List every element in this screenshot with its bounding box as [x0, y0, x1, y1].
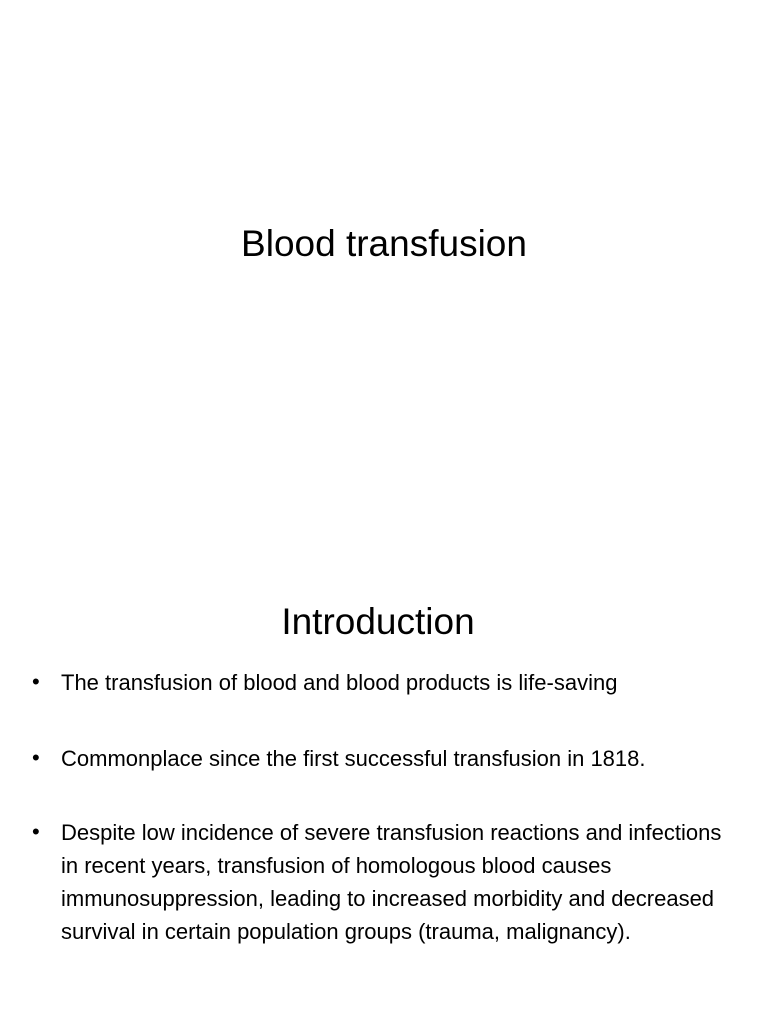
bullet-dot-icon: • [32, 819, 40, 844]
content-slide [0, 512, 768, 1024]
bullet-list [30, 666, 740, 991]
bullet-text: Despite low incidence of severe transfusion reactions and infections in recent years, transfusion of homologous blood causes immunosuppression, leading to increased morbidity and decreased survival in certain population groups (trauma, malignancy). [61, 820, 722, 944]
bullet-item [30, 666, 740, 699]
bullet-dot-icon: • [32, 745, 40, 770]
bullet-item [30, 816, 740, 948]
slide-heading: Introduction [281, 601, 475, 642]
bullet-text: The transfusion of blood and blood products is life-saving [61, 670, 618, 695]
bullet-dot-icon: • [32, 669, 40, 694]
bullet-text: Commonplace since the first successful transfusion in 1818. [61, 746, 646, 771]
slide-title: Blood transfusion [241, 223, 527, 264]
bullet-item [30, 742, 740, 775]
